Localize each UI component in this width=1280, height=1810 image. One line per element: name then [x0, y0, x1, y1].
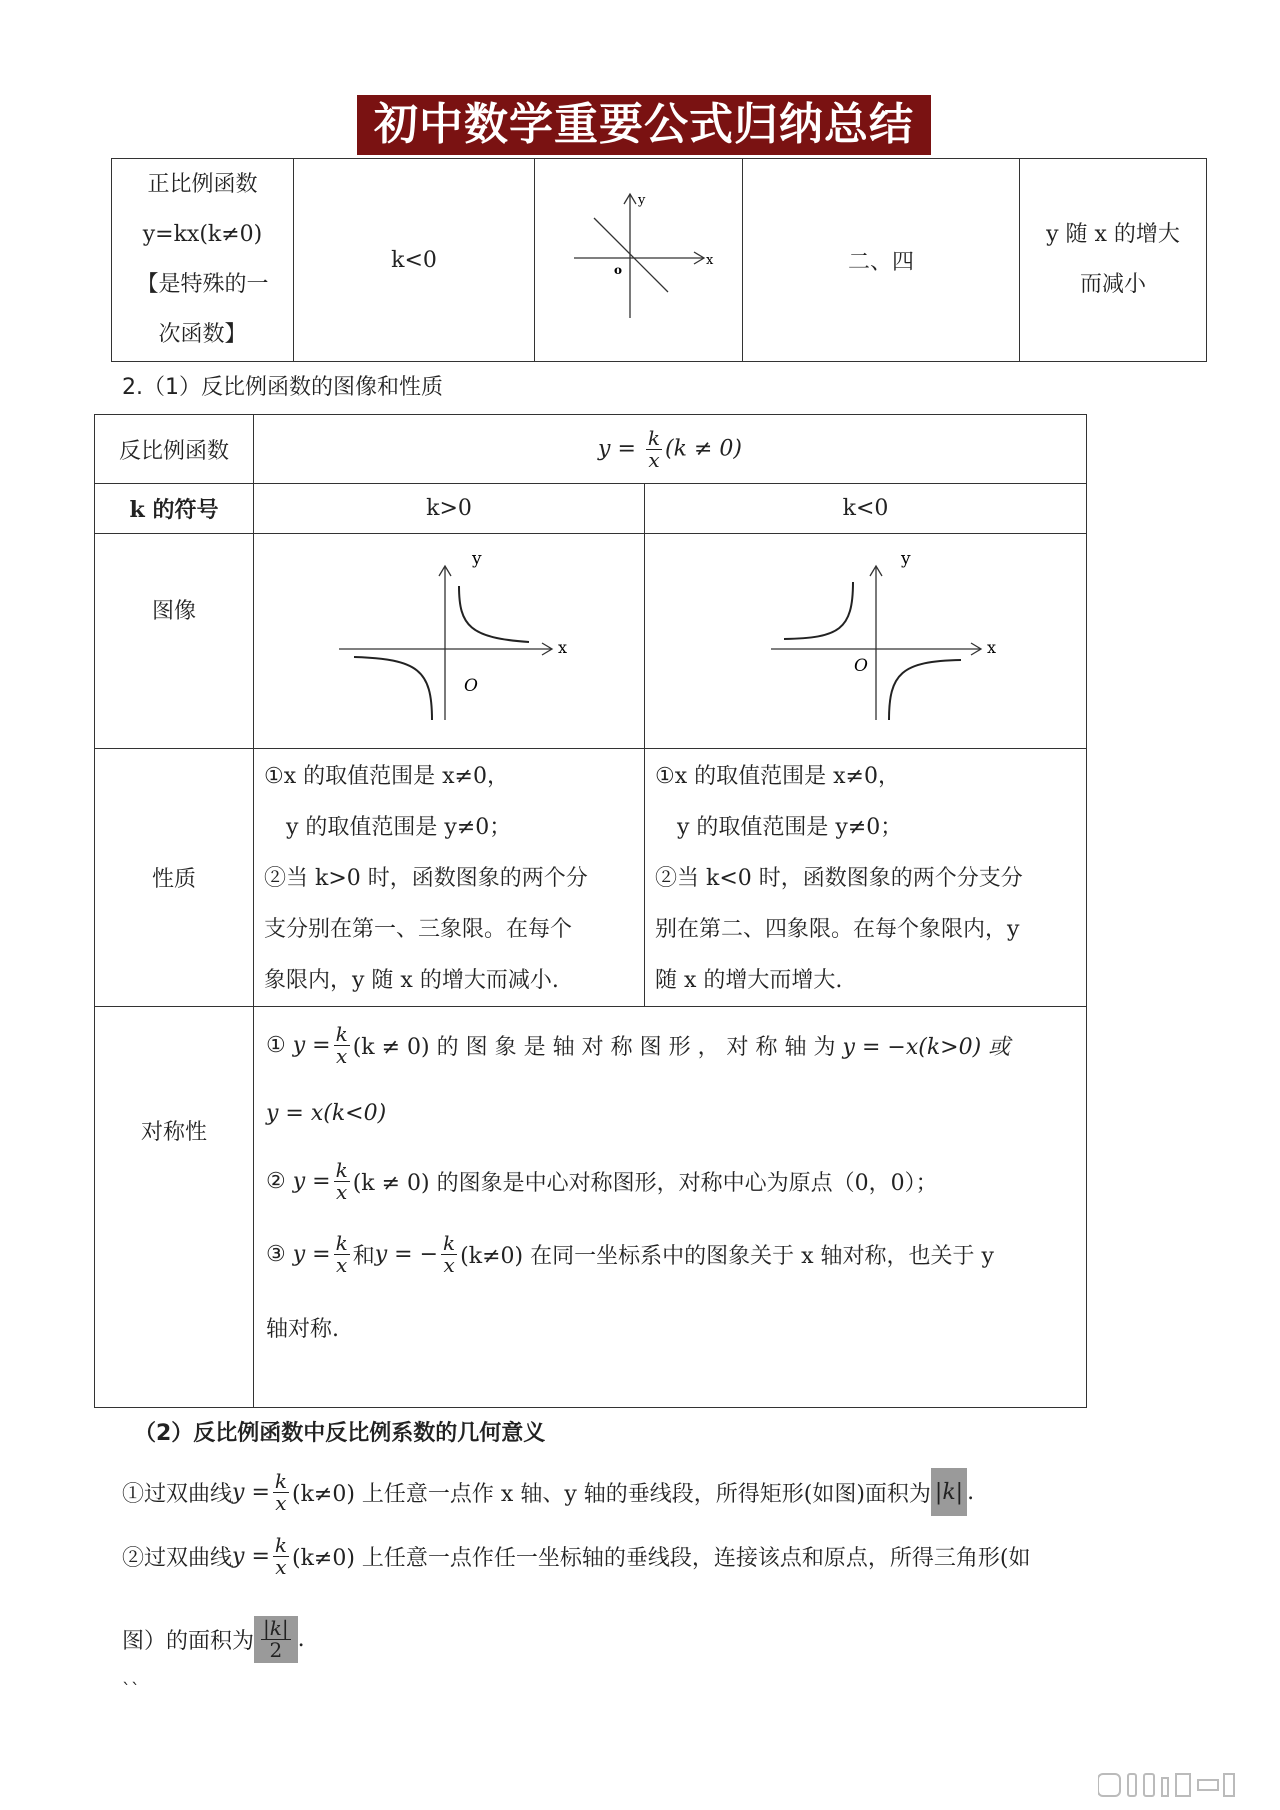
formula-lhs: y =: [598, 436, 636, 461]
geo2-num: k: [274, 1532, 287, 1557]
graph-x-label: x: [705, 253, 713, 268]
sym3-lhs: y =: [292, 1241, 331, 1267]
graph-pos-origin: O: [464, 676, 478, 696]
name-line-3: 【是特殊的一: [136, 272, 269, 297]
graph-cell: [535, 159, 743, 362]
sym3-line2: 轴对称.: [266, 1316, 339, 1342]
property-line-1: y 随 x 的增大: [1046, 222, 1180, 247]
geo1-pre: ①过双曲线: [122, 1481, 233, 1507]
graph-neg-y-label: y: [900, 549, 911, 569]
geo1-den: x: [275, 1490, 287, 1515]
graph-positive-cell: [254, 534, 645, 749]
hyperbola-positive-graph: [254, 534, 644, 744]
formula-den: x: [648, 447, 660, 472]
prop-pos-line-1: ①x 的取值范围是 x≠0，: [264, 764, 509, 789]
geo-paragraph-3: 图）的面积为 $\frac{|k|}{2}$ .: [122, 1615, 305, 1662]
sym2-den: x: [336, 1179, 348, 1204]
line-graph: [594, 218, 668, 292]
sym1-marker: ①: [266, 1032, 286, 1058]
prop-pos-line-4: 支分别在第一、三象限。在每个: [264, 917, 573, 942]
sym3b-num: k: [443, 1230, 456, 1255]
prop-neg-line-4: 别在第二、四象限。在每个象限内，y: [655, 917, 1020, 942]
name-line-2: y=kx(k≠0): [142, 222, 263, 247]
sym-line-5: [266, 1293, 1076, 1361]
geo2-post: (k≠0) 上任意一点作任一坐标轴的垂线段，连接该点和原点，所得三角形(如: [292, 1545, 1031, 1571]
row2-label: k 的符号: [95, 484, 254, 534]
geo3-highlight-fraction: [254, 1616, 298, 1663]
properties-negative: [645, 749, 1087, 1007]
sym-line-1: [266, 1011, 1076, 1079]
prop-neg-line-5: 随 x 的增大而增大.: [655, 968, 843, 993]
branch-second-quadrant: [784, 582, 853, 639]
geo1-fraction: [273, 1468, 289, 1515]
name-line-4: 次函数】: [158, 322, 247, 347]
k-positive-header: k>0: [254, 484, 645, 534]
branch-fourth-quadrant: [889, 660, 961, 720]
page-title: 初中数学重要公式归纳总结: [357, 95, 931, 155]
formula-cell: [254, 415, 1087, 484]
sym3-fraction-b: [441, 1230, 457, 1277]
sym1-axis: y = −x(k>0) 或: [842, 1034, 1011, 1060]
geo2-den: x: [275, 1554, 287, 1579]
sym3-text: (k≠0) 在同一坐标系中的图象关于 x 轴对称，也关于 y: [460, 1243, 994, 1269]
graph-pos-y-label: y: [472, 549, 482, 569]
sym1-text: (k ≠ 0) 的 图 象 是 轴 对 称 图 形 ， 对 称 轴 为: [352, 1034, 836, 1060]
sym2-lhs: y =: [292, 1168, 331, 1194]
sym1-den: x: [336, 1043, 348, 1068]
formula-cond: (k ≠ 0): [665, 436, 742, 461]
geo1-lhs: y =: [232, 1479, 270, 1505]
prop-neg-line-2: y 的取值范围是 y≠0；: [655, 815, 903, 840]
symmetry-cell: [254, 1007, 1087, 1408]
watermark-logo: [1098, 1772, 1263, 1798]
formula-num: k: [647, 425, 661, 450]
graph-negative-cell: [645, 534, 1087, 749]
sym2-num: k: [335, 1157, 348, 1182]
geo1-num: k: [274, 1468, 287, 1493]
row5-label: 对称性: [95, 1007, 254, 1408]
direct-proportion-table: [111, 158, 1207, 362]
footer-mark: ``: [122, 1680, 140, 1701]
geo3-den: 2: [269, 1637, 283, 1662]
condition-cell: k<0: [294, 159, 535, 362]
direct-proportion-graph: [564, 188, 714, 328]
geo3-pre: 图）的面积为: [122, 1628, 255, 1654]
quadrants-cell: 二、四: [743, 159, 1020, 362]
sym2-marker: ②: [266, 1168, 286, 1194]
prop-neg-line-3: ②当 k<0 时，函数图象的两个分支分: [655, 866, 1023, 891]
sym3-marker: ③: [266, 1241, 286, 1267]
inverse-proportion-table: [94, 414, 1087, 1408]
k-negative-header: k<0: [645, 484, 1087, 534]
sym3a-num: k: [335, 1230, 348, 1255]
graph-origin-label: o: [613, 263, 622, 277]
sym3b-den: x: [443, 1252, 455, 1277]
section-heading-1: 2.（1）反比例函数的图像和性质: [122, 375, 443, 400]
sym2-text: (k ≠ 0) 的图象是中心对称图形，对称中心为原点（0，0）；: [352, 1170, 938, 1196]
row3-label: 图像: [95, 534, 254, 749]
sym3-rhs: y = −: [374, 1241, 439, 1267]
function-name-cell: [112, 159, 294, 362]
graph-y-label: y: [637, 193, 645, 208]
sym1-line2: y = x(k<0): [266, 1100, 387, 1126]
hyperbola-negative-graph: [661, 534, 1071, 744]
graph-neg-x-label: x: [986, 638, 996, 657]
prop-pos-line-2: y 的取值范围是 y≠0；: [264, 815, 512, 840]
section-heading-2: （2）反比例函数中反比例系数的几何意义: [134, 1421, 546, 1446]
sym3-and: 和: [352, 1243, 375, 1269]
sym-line-4: [266, 1215, 1076, 1293]
branch-first-quadrant: [459, 586, 529, 642]
geo3-num: |k|: [263, 1615, 289, 1640]
properties-positive: [254, 749, 645, 1007]
row4-label: 性质: [95, 749, 254, 1007]
geo1-post: (k≠0) 上任意一点作 x 轴、y 轴的垂线段，所得矩形(如图)面积为: [292, 1481, 931, 1507]
row1-label: 反比例函数: [95, 415, 254, 484]
graph-pos-x-label: x: [558, 638, 568, 657]
geo-paragraph-2: [122, 1526, 1031, 1586]
geo2-fraction: [273, 1532, 289, 1579]
geo2-pre: ②过双曲线: [122, 1545, 233, 1571]
prop-pos-line-3: ②当 k>0 时，函数图象的两个分: [264, 866, 588, 891]
sym2-fraction: [334, 1157, 350, 1204]
branch-third-quadrant: [354, 657, 432, 720]
sym3-fraction-a: [334, 1230, 350, 1277]
graph-neg-origin: O: [853, 656, 868, 676]
formula-fraction: [646, 425, 662, 472]
geo1-highlight-value: |k|: [931, 1468, 967, 1516]
property-cell: [1020, 159, 1207, 362]
geo-paragraph-1: ①过双曲线 y = $\frac{k}{x}$ (k≠0) 上任意一点作 x 轴、y 轴的垂线段，所得矩形(如图)面积为 |k| .: [122, 1468, 975, 1515]
prop-neg-line-1: ①x 的取值范围是 x≠0，: [655, 764, 900, 789]
sym1-num: k: [335, 1021, 348, 1046]
sym1-lhs: y =: [292, 1032, 331, 1058]
sym1-fraction: [334, 1021, 350, 1068]
name-line-1: 正比例函数: [147, 172, 258, 197]
geo2-lhs: y =: [232, 1543, 270, 1569]
sym-line-2: [266, 1079, 1076, 1147]
sym3a-den: x: [336, 1252, 348, 1277]
property-line-2: 而减小: [1079, 272, 1146, 297]
prop-pos-line-5: 象限内，y 随 x 的增大而减小.: [264, 968, 559, 993]
sym-line-3: [266, 1147, 1076, 1215]
